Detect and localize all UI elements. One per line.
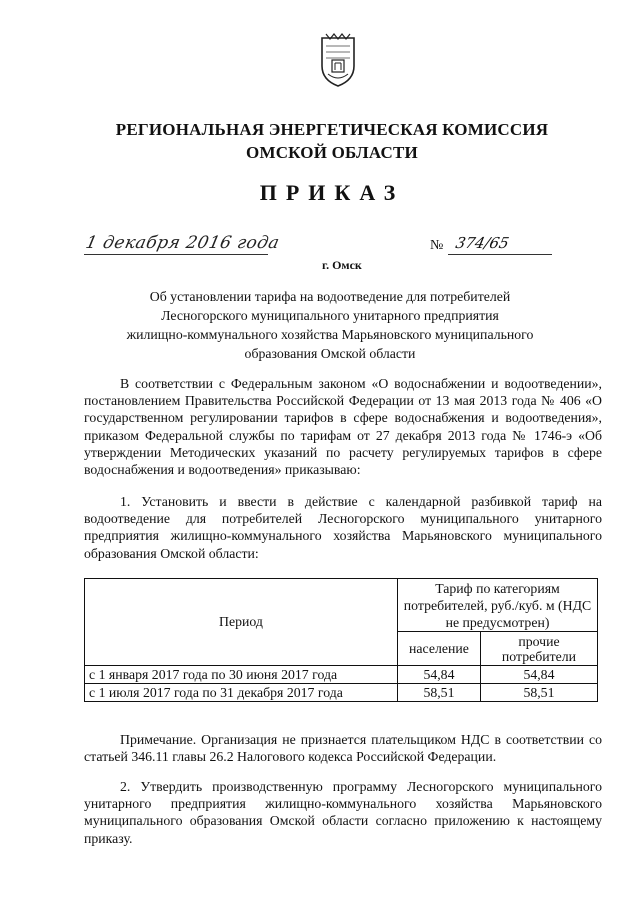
table-row [85,666,598,684]
population-header: население [398,632,481,666]
clause-2-paragraph: 2. Утвердить производственную программу Лесногорского муниципального унитарного предприятия жилищно-коммунального хозяйства Марьяновского муниципального образования Омской области согласно приложению к настоящему приказу. [84,779,602,846]
other-tariff-cell: 58,51 [480,684,597,702]
city-label: г. Омск [322,258,362,272]
population-tariff-cell: 58,51 [398,684,481,702]
handwritten-number: 374/65 [454,234,511,252]
period-header: Период [85,579,398,666]
organization-name-line1: РЕГИОНАЛЬНАЯ ЭНЕРГЕТИЧЕСКАЯ КОМИССИЯ [115,120,549,139]
preamble-paragraph: В соответствии с Федеральным законом «О водоснабжении и водоотведении», постановлением Правительства Российской Федерации от 13 мая 2013 года № 406 «О государственном регулировании тарифов в сфере водоснабжения и водоотведения», приказом Федеральной службы по тарифам от 27 декабря 2013 года № 1746-э «Об утверждении Методических указаний по расчету регулируемых тарифов в сфере водоснабжения и водоотведения» приказываю: [84,376,602,478]
document-subject [100,287,560,363]
period-cell: с 1 июля 2017 года по 31 декабря 2017 года [85,684,398,702]
other-consumers-header: прочие потребители [480,632,597,666]
clause-1-paragraph: 1. Установить и ввести в действие с календарной разбивкой тариф на водоотведение для потребителей Лесногорского муниципального унитарного предприятия жилищно-коммунального хозяйства Марьяновского муниципального образования Омской области: [84,494,602,561]
vat-note-paragraph: Примечание. Организация не признается плательщиком НДС в соответствии со статьей 346.11 главы 26.2 Налогового кодекса Российской Федерации. [84,732,602,765]
subject-line: Лесногорского муниципального унитарного предприятия [161,308,499,323]
subject-line: образования Омской области [244,346,416,361]
date-underline [84,254,268,255]
table-row [85,684,598,702]
organization-name-line2: ОМСКОЙ ОБЛАСТИ [246,143,418,162]
document-type-title: ПРИКАЗ [259,180,405,205]
table-header-row [85,579,598,632]
coat-of-arms-icon [318,32,358,88]
handwritten-date: 1 декабря 2016 года [83,233,282,253]
tariff-table [84,578,598,702]
subject-line: жилищно-коммунального хозяйства Марьяновского муниципального [126,327,534,342]
other-tariff-cell: 54,84 [480,666,597,684]
number-underline [448,254,552,255]
number-sign: № [430,238,444,253]
population-tariff-cell: 54,84 [398,666,481,684]
subject-line: Об установлении тарифа на водоотведение для потребителей [149,289,511,304]
tariff-header: Тариф по категориям потребителей, руб./куб. м (НДС не предусмотрен) [398,579,598,632]
period-cell: с 1 января 2017 года по 30 июня 2017 года [85,666,398,684]
